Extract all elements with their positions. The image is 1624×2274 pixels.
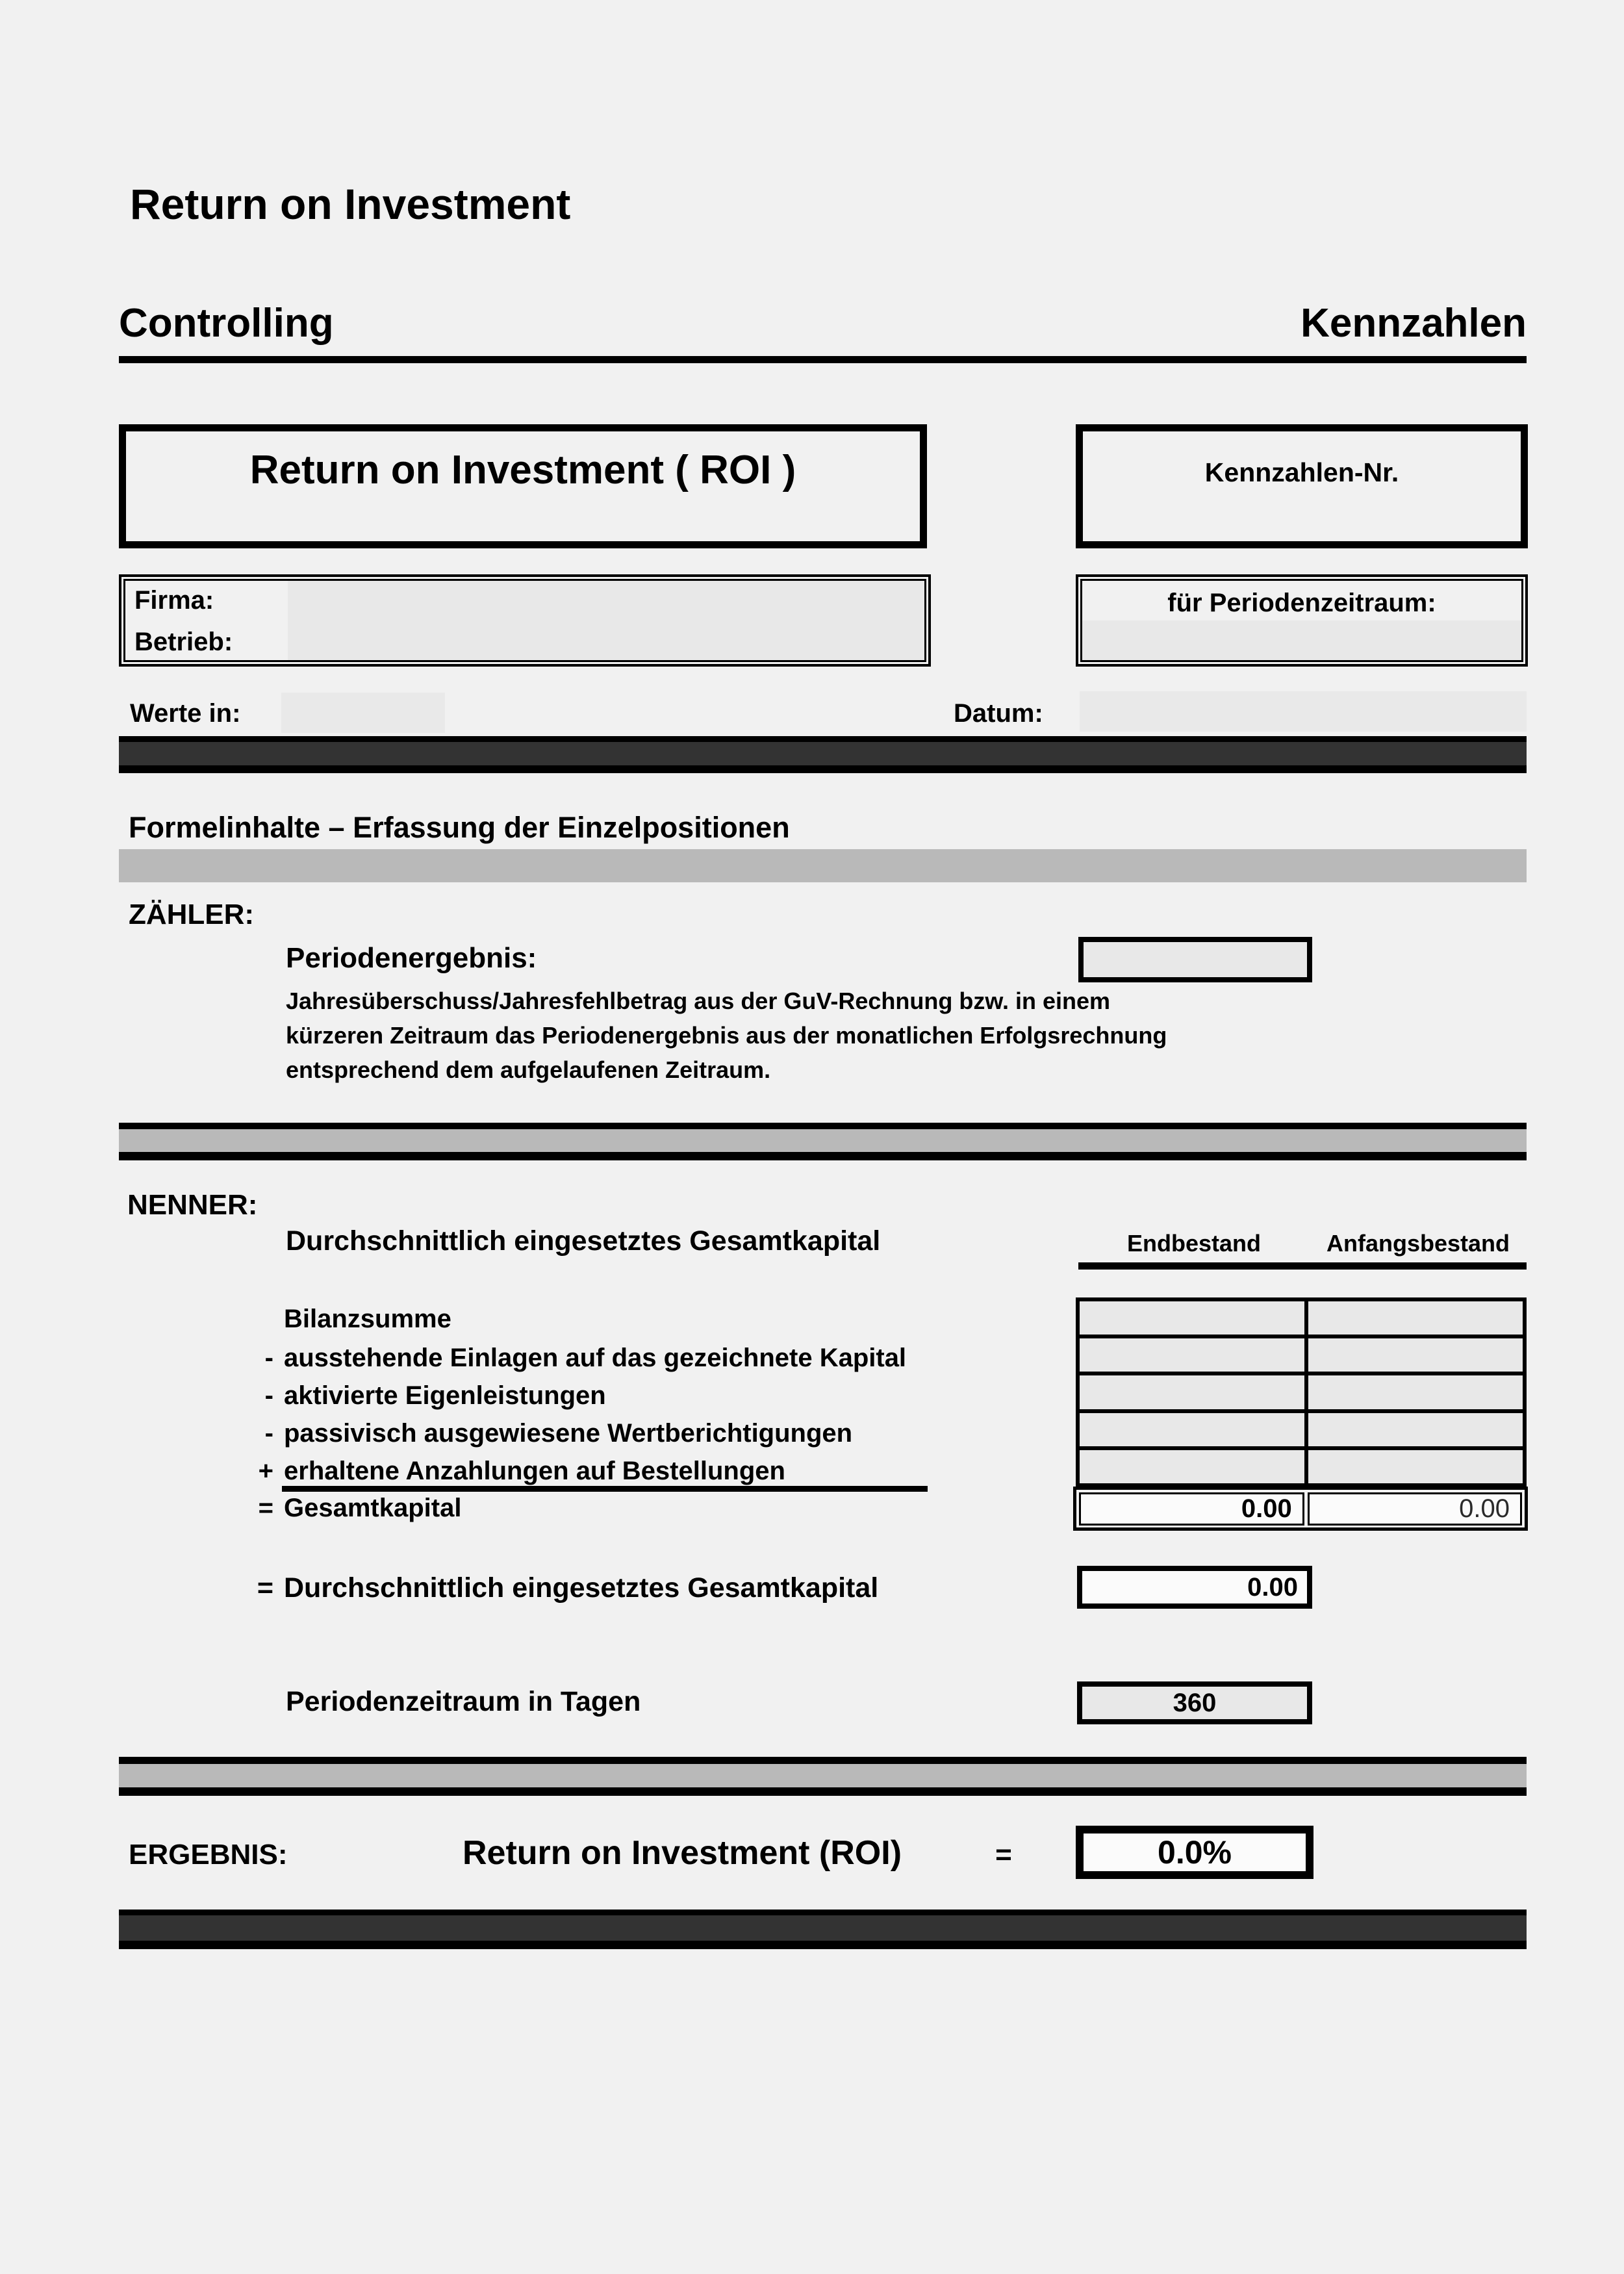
werte-in-input[interactable] [281, 693, 445, 733]
cell-anzahlungen-endbestand[interactable] [1080, 1450, 1304, 1483]
roi-title: Return on Investment ( ROI ) [249, 448, 796, 492]
nenner-label: NENNER: [127, 1189, 258, 1221]
zaehler-description-line3: entsprechend dem aufgelaufenen Zeitraum. [286, 1056, 771, 1083]
firma-betrieb-inner [123, 579, 926, 662]
column-header-rule [1078, 1262, 1527, 1270]
row-operator: - [264, 1381, 273, 1410]
divider-dark-bar-top [119, 736, 1527, 773]
zaehler-description-line1: Jahresüberschuss/Jahresfehlbetrag aus der GuV-Rechnung bzw. in einem [286, 988, 1111, 1014]
firma-betrieb-box [119, 574, 931, 667]
sum-rule [282, 1486, 928, 1492]
section-heading-bar [119, 849, 1527, 882]
periodenergebnis-input[interactable] [1078, 937, 1312, 982]
betrieb-label: Betrieb: [134, 628, 233, 656]
row-ausstehende-einlagen [244, 1342, 958, 1373]
cell-aktivierte-eigenleistungen-anfangsbestand[interactable] [1308, 1375, 1523, 1409]
ergebnis-formula-label: Return on Investment (ROI) [462, 1834, 902, 1872]
column-header-anfangsbestand: Anfangsbestand [1326, 1230, 1510, 1257]
firma-label: Firma: [134, 586, 214, 615]
cell-bilanzsumme-anfangsbestand[interactable] [1308, 1301, 1523, 1335]
werte-in-label: Werte in: [130, 699, 241, 728]
cell-ausstehende-einlagen-endbestand[interactable] [1080, 1338, 1304, 1372]
header-left-controlling: Controlling [119, 301, 334, 346]
periodenzeitraum-inner [1080, 579, 1523, 662]
row-label: ausstehende Einlagen auf das gezeichnete Kapital [284, 1344, 907, 1372]
section-heading: Formelinhalte – Erfassung der Einzelpositionen [129, 811, 790, 844]
row-label: Durchschnittlich eingesetztes Gesamtkapital [284, 1572, 879, 1603]
zaehler-description [286, 984, 1260, 1087]
durchschnittlich-gesamtkapital-value: 0.00 [1077, 1566, 1312, 1609]
row-label: Bilanzsumme [284, 1305, 451, 1333]
column-header-endbestand: Endbestand [1126, 1230, 1261, 1257]
nenner-input-table [1076, 1297, 1527, 1487]
row-operator: - [264, 1419, 273, 1448]
firma-betrieb-input[interactable] [288, 581, 924, 660]
row-operator: = [258, 1494, 273, 1522]
row-label: erhaltene Anzahlungen auf Bestellungen [284, 1457, 785, 1485]
roi-title-box [119, 424, 927, 548]
row-operator: + [258, 1457, 273, 1485]
ergebnis-value-box: 0.0% [1076, 1826, 1313, 1879]
header-rule [119, 356, 1527, 363]
periodenzeitraum-box [1076, 574, 1528, 667]
row-operator: = [257, 1572, 273, 1603]
periodenzeitraum-tage-input[interactable]: 360 [1077, 1681, 1312, 1724]
zaehler-description-line2: kürzeren Zeitraum das Periodenergebnis aus der monatlichen Erfolgsrechnung [286, 1022, 1167, 1049]
datum-label: Datum: [954, 699, 1043, 728]
nenner-subtitle: Durchschnittlich eingesetztes Gesamtkapital [286, 1225, 881, 1257]
divider-silver-bar-ergebnis [119, 1757, 1527, 1796]
row-label: aktivierte Eigenleistungen [284, 1381, 606, 1410]
row-wertberichtigungen [244, 1418, 958, 1449]
periodenzeitraum-input[interactable] [1082, 620, 1521, 660]
cell-bilanzsumme-endbestand[interactable] [1080, 1301, 1304, 1335]
periodenzeitraum-tage-label: Periodenzeitraum in Tagen [286, 1686, 641, 1717]
row-label: passivisch ausgewiesene Wertberichtigungen [284, 1419, 853, 1448]
cell-anzahlungen-anfangsbestand[interactable] [1308, 1450, 1523, 1483]
periodenzeitraum-label: für Periodenzeitraum: [1167, 589, 1436, 617]
ergebnis-label: ERGEBNIS: [129, 1839, 288, 1871]
cell-wertberichtigungen-anfangsbestand[interactable] [1308, 1413, 1523, 1446]
divider-silver-bar-zaehler [119, 1123, 1527, 1160]
gesamtkapital-endbestand-value: 0.00 [1079, 1492, 1304, 1526]
gesamtkapital-total-band [1073, 1487, 1528, 1531]
kennzahlen-nr-label: Kennzahlen-Nr. [1204, 457, 1399, 487]
row-operator: - [264, 1344, 273, 1372]
row-anzahlungen [244, 1455, 958, 1487]
header-right-kennzahlen: Kennzahlen [1300, 301, 1527, 346]
cell-ausstehende-einlagen-anfangsbestand[interactable] [1308, 1338, 1523, 1372]
row-label: Gesamtkapital [284, 1494, 462, 1522]
gesamtkapital-anfangsbestand-value: 0.00 [1308, 1492, 1522, 1526]
page-title: Return on Investment [130, 180, 571, 228]
periodenergebnis-label: Periodenergebnis: [286, 942, 537, 974]
kennzahlen-nr-box [1076, 424, 1528, 548]
ergebnis-equals-sign: = [995, 1839, 1012, 1871]
zaehler-label: ZÄHLER: [129, 899, 255, 930]
row-gesamtkapital [244, 1492, 958, 1524]
datum-input[interactable] [1080, 691, 1527, 732]
row-durchschnittlich-gesamtkapital [244, 1572, 958, 1603]
row-aktivierte-eigenleistungen [244, 1380, 958, 1411]
header-row [119, 300, 1527, 352]
cell-aktivierte-eigenleistungen-endbestand[interactable] [1080, 1375, 1304, 1409]
row-bilanzsumme [244, 1303, 958, 1335]
divider-dark-bar-bottom [119, 1910, 1527, 1949]
cell-wertberichtigungen-endbestand[interactable] [1080, 1413, 1304, 1446]
row-operator [244, 1303, 276, 1335]
